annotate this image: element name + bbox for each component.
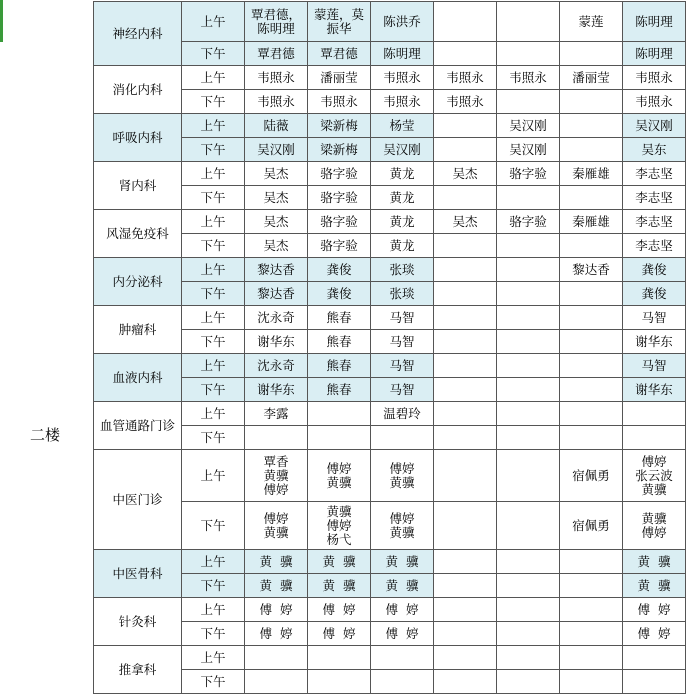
doctor-cell: 李志坚 [623, 186, 686, 210]
doctor-cell: 韦照永 [245, 66, 308, 90]
period-label: 下午 [182, 670, 245, 694]
table-row [94, 402, 686, 426]
doctor-cell: 傅婷 张云波 黄骥 [623, 450, 686, 502]
table-row [94, 306, 686, 330]
doctor-cell [497, 574, 560, 598]
doctor-cell: 傅 婷 [245, 622, 308, 646]
period-label: 上午 [182, 354, 245, 378]
doctor-cell: 李志坚 [623, 210, 686, 234]
doctor-cell [434, 426, 497, 450]
doctor-cell: 黄骥 傅婷 杨弋 [308, 502, 371, 550]
doctor-cell: 骆字验 [308, 162, 371, 186]
table-row [94, 550, 686, 574]
doctor-cell [560, 234, 623, 258]
doctor-cell: 吴杰 [245, 210, 308, 234]
period-label: 下午 [182, 234, 245, 258]
table-row [94, 670, 686, 694]
doctor-cell: 张琰 [371, 282, 434, 306]
period-label: 上午 [182, 598, 245, 622]
doctor-cell: 韦照永 [371, 66, 434, 90]
doctor-cell [560, 426, 623, 450]
doctor-cell: 吴东 [623, 138, 686, 162]
period-label: 上午 [182, 114, 245, 138]
doctor-cell: 黄龙 [371, 210, 434, 234]
doctor-cell: 马智 [623, 354, 686, 378]
doctor-cell: 龚俊 [308, 282, 371, 306]
doctor-cell: 龚俊 [308, 258, 371, 282]
doctor-cell: 傅 婷 [371, 622, 434, 646]
table-row [94, 42, 686, 66]
department-name: 推拿科 [94, 646, 182, 694]
doctor-cell: 吴杰 [245, 186, 308, 210]
doctor-cell [497, 306, 560, 330]
doctor-cell [623, 670, 686, 694]
department-name: 风湿免疫科 [94, 210, 182, 258]
doctor-cell: 傅婷 黄骥 [245, 502, 308, 550]
doctor-cell: 马智 [623, 306, 686, 330]
doctor-cell [560, 622, 623, 646]
doctor-cell [560, 42, 623, 66]
period-label: 下午 [182, 426, 245, 450]
doctor-cell: 谢华东 [623, 378, 686, 402]
doctor-cell [560, 646, 623, 670]
doctor-cell [497, 42, 560, 66]
doctor-cell: 傅 婷 [245, 598, 308, 622]
doctor-cell [308, 426, 371, 450]
doctor-cell: 吴杰 [434, 210, 497, 234]
table-row [94, 378, 686, 402]
period-label: 下午 [182, 138, 245, 162]
doctor-cell: 马智 [371, 354, 434, 378]
doctor-cell: 张琰 [371, 258, 434, 282]
doctor-cell [497, 450, 560, 502]
doctor-cell: 黄 骥 [371, 574, 434, 598]
period-label: 上午 [182, 550, 245, 574]
doctor-cell: 傅 婷 [308, 622, 371, 646]
doctor-cell: 骆字验 [308, 210, 371, 234]
schedule-table [93, 1, 686, 694]
table-row [94, 354, 686, 378]
doctor-cell: 吴杰 [245, 162, 308, 186]
doctor-cell [434, 186, 497, 210]
table-row [94, 426, 686, 450]
department-name: 肾内科 [94, 162, 182, 210]
department-name: 呼吸内科 [94, 114, 182, 162]
doctor-cell: 骆字验 [308, 234, 371, 258]
table-row [94, 282, 686, 306]
doctor-cell [560, 282, 623, 306]
doctor-cell: 杨莹 [371, 114, 434, 138]
floor-label: 二楼 [30, 426, 61, 444]
table-row [94, 234, 686, 258]
table-row [94, 330, 686, 354]
department-name: 中医骨科 [94, 550, 182, 598]
doctor-cell [497, 598, 560, 622]
doctor-cell [560, 138, 623, 162]
period-label: 下午 [182, 90, 245, 114]
doctor-cell [623, 402, 686, 426]
doctor-cell: 吴汉刚 [371, 138, 434, 162]
doctor-cell: 傅 婷 [308, 598, 371, 622]
doctor-cell: 熊春 [308, 330, 371, 354]
doctor-cell [371, 646, 434, 670]
doctor-cell: 龚俊 [623, 282, 686, 306]
doctor-cell [308, 646, 371, 670]
doctor-cell: 陈明理 [371, 42, 434, 66]
doctor-cell [497, 330, 560, 354]
floor-column [0, 0, 94, 698]
doctor-cell: 黄 骥 [308, 550, 371, 574]
doctor-cell: 秦雁雄 [560, 162, 623, 186]
doctor-cell: 黄骥 傅婷 [623, 502, 686, 550]
doctor-cell [497, 426, 560, 450]
period-label: 下午 [182, 502, 245, 550]
period-label: 上午 [182, 66, 245, 90]
doctor-cell: 马智 [371, 306, 434, 330]
doctor-cell [497, 502, 560, 550]
doctor-cell: 谢华东 [245, 330, 308, 354]
doctor-cell: 覃君德， 陈明理 [245, 2, 308, 42]
doctor-cell: 覃香 黄骥 傅婷 [245, 450, 308, 502]
department-name: 针灸科 [94, 598, 182, 646]
department-name: 消化内科 [94, 66, 182, 114]
doctor-cell [434, 114, 497, 138]
department-name: 神经内科 [94, 2, 182, 66]
doctor-cell [434, 402, 497, 426]
period-label: 上午 [182, 450, 245, 502]
doctor-cell: 骆字验 [497, 162, 560, 186]
doctor-cell: 李露 [245, 402, 308, 426]
period-label: 上午 [182, 210, 245, 234]
table-row [94, 186, 686, 210]
doctor-cell: 梁新梅 [308, 114, 371, 138]
doctor-cell [560, 402, 623, 426]
doctor-cell: 陈明理 [623, 42, 686, 66]
period-label: 下午 [182, 186, 245, 210]
doctor-cell [497, 186, 560, 210]
department-name: 中医门诊 [94, 450, 182, 550]
doctor-cell: 韦照永 [434, 66, 497, 90]
doctor-cell: 黄 骥 [623, 550, 686, 574]
period-label: 下午 [182, 330, 245, 354]
doctor-cell: 黄 骥 [623, 574, 686, 598]
doctor-cell [434, 234, 497, 258]
doctor-cell [623, 426, 686, 450]
doctor-cell: 宿佩勇 [560, 450, 623, 502]
doctor-cell [497, 2, 560, 42]
doctor-cell [371, 670, 434, 694]
doctor-cell [497, 282, 560, 306]
table-row [94, 622, 686, 646]
doctor-cell [560, 330, 623, 354]
doctor-cell: 温碧玲 [371, 402, 434, 426]
table-row [94, 258, 686, 282]
period-label: 下午 [182, 622, 245, 646]
doctor-cell [434, 282, 497, 306]
doctor-cell [560, 574, 623, 598]
doctor-cell [560, 186, 623, 210]
period-label: 上午 [182, 306, 245, 330]
period-label: 下午 [182, 574, 245, 598]
doctor-cell [497, 402, 560, 426]
doctor-cell [434, 646, 497, 670]
doctor-cell: 潘丽莹 [308, 66, 371, 90]
department-name: 血液内科 [94, 354, 182, 402]
doctor-cell [434, 622, 497, 646]
period-label: 上午 [182, 2, 245, 42]
doctor-cell: 熊春 [308, 378, 371, 402]
doctor-cell [434, 598, 497, 622]
table-row [94, 502, 686, 550]
doctor-cell [623, 646, 686, 670]
period-label: 上午 [182, 646, 245, 670]
doctor-cell: 熊春 [308, 354, 371, 378]
doctor-cell [434, 670, 497, 694]
doctor-cell [434, 2, 497, 42]
doctor-cell: 覃君德 [308, 42, 371, 66]
table-row [94, 574, 686, 598]
doctor-cell: 覃君德 [245, 42, 308, 66]
doctor-cell: 潘丽莹 [560, 66, 623, 90]
doctor-cell [434, 306, 497, 330]
doctor-cell: 梁新梅 [308, 138, 371, 162]
doctor-cell [560, 550, 623, 574]
period-label: 下午 [182, 42, 245, 66]
doctor-cell [560, 378, 623, 402]
doctor-cell: 傅婷 黄骥 [371, 450, 434, 502]
doctor-cell [308, 670, 371, 694]
table-row [94, 90, 686, 114]
doctor-cell [497, 354, 560, 378]
doctor-cell [434, 354, 497, 378]
doctor-cell: 蒙莲 [560, 2, 623, 42]
doctor-cell [560, 670, 623, 694]
doctor-cell [245, 426, 308, 450]
doctor-cell: 黄龙 [371, 186, 434, 210]
doctor-cell [497, 646, 560, 670]
doctor-cell: 黎达香 [560, 258, 623, 282]
doctor-cell [434, 378, 497, 402]
doctor-cell [434, 42, 497, 66]
doctor-cell [497, 234, 560, 258]
doctor-cell [434, 502, 497, 550]
doctor-cell: 秦雁雄 [560, 210, 623, 234]
period-label: 上午 [182, 402, 245, 426]
doctor-cell: 宿佩勇 [560, 502, 623, 550]
table-row [94, 450, 686, 502]
doctor-cell [245, 646, 308, 670]
doctor-cell: 黄龙 [371, 162, 434, 186]
doctor-cell: 沈永奇 [245, 354, 308, 378]
doctor-cell [308, 402, 371, 426]
table-row [94, 646, 686, 670]
doctor-cell: 韦照永 [434, 90, 497, 114]
table-row [94, 138, 686, 162]
doctor-cell: 黎达香 [245, 258, 308, 282]
period-label: 下午 [182, 282, 245, 306]
doctor-cell: 韦照永 [497, 66, 560, 90]
doctor-cell [434, 450, 497, 502]
doctor-cell: 韦照永 [371, 90, 434, 114]
doctor-cell [371, 426, 434, 450]
table-row [94, 2, 686, 42]
doctor-cell: 韦照永 [623, 66, 686, 90]
doctor-cell [560, 90, 623, 114]
doctor-cell: 吴汉刚 [245, 138, 308, 162]
doctor-cell [560, 114, 623, 138]
doctor-cell [434, 550, 497, 574]
doctor-cell: 吴汉刚 [623, 114, 686, 138]
doctor-cell: 黄龙 [371, 234, 434, 258]
doctor-cell [434, 138, 497, 162]
doctor-cell: 谢华东 [245, 378, 308, 402]
doctor-cell [434, 574, 497, 598]
doctor-cell [497, 378, 560, 402]
doctor-cell: 熊春 [308, 306, 371, 330]
doctor-cell: 谢华东 [623, 330, 686, 354]
doctor-cell: 蒙莲，莫 振华 [308, 2, 371, 42]
doctor-cell: 傅 婷 [371, 598, 434, 622]
doctor-cell [497, 550, 560, 574]
table-row [94, 162, 686, 186]
table-row [94, 114, 686, 138]
doctor-cell: 吴杰 [434, 162, 497, 186]
doctor-cell [434, 330, 497, 354]
doctor-cell [497, 670, 560, 694]
department-name: 血管通路门诊 [94, 402, 182, 450]
doctor-cell: 傅 婷 [623, 622, 686, 646]
doctor-cell: 李志坚 [623, 162, 686, 186]
doctor-cell: 黄 骥 [245, 550, 308, 574]
table-row [94, 66, 686, 90]
doctor-cell: 黄 骥 [308, 574, 371, 598]
doctor-cell: 骆字验 [308, 186, 371, 210]
period-label: 上午 [182, 258, 245, 282]
doctor-cell [497, 258, 560, 282]
doctor-cell [434, 258, 497, 282]
doctor-cell: 黄 骥 [245, 574, 308, 598]
doctor-cell: 陆薇 [245, 114, 308, 138]
table-row [94, 598, 686, 622]
doctor-cell: 傅 婷 [623, 598, 686, 622]
doctor-cell: 陈明理 [623, 2, 686, 42]
table-row [94, 210, 686, 234]
doctor-cell: 骆字验 [497, 210, 560, 234]
doctor-cell: 傅婷 黄骥 [308, 450, 371, 502]
doctor-cell [560, 598, 623, 622]
doctor-cell: 马智 [371, 378, 434, 402]
doctor-cell [245, 670, 308, 694]
department-name: 肿瘤科 [94, 306, 182, 354]
period-label: 下午 [182, 378, 245, 402]
doctor-cell: 李志坚 [623, 234, 686, 258]
department-name: 内分泌科 [94, 258, 182, 306]
doctor-cell: 龚俊 [623, 258, 686, 282]
doctor-cell: 韦照永 [245, 90, 308, 114]
doctor-cell: 黄 骥 [371, 550, 434, 574]
doctor-cell: 傅婷 黄骥 [371, 502, 434, 550]
period-label: 上午 [182, 162, 245, 186]
doctor-cell [497, 90, 560, 114]
doctor-cell: 吴杰 [245, 234, 308, 258]
doctor-cell: 吴汉刚 [497, 114, 560, 138]
doctor-cell: 陈洪乔 [371, 2, 434, 42]
doctor-cell: 黎达香 [245, 282, 308, 306]
doctor-cell: 吴汉刚 [497, 138, 560, 162]
doctor-cell [560, 354, 623, 378]
doctor-cell [497, 622, 560, 646]
doctor-cell: 韦照永 [623, 90, 686, 114]
doctor-cell [560, 306, 623, 330]
doctor-cell: 沈永奇 [245, 306, 308, 330]
doctor-cell: 马智 [371, 330, 434, 354]
doctor-cell: 韦照永 [308, 90, 371, 114]
